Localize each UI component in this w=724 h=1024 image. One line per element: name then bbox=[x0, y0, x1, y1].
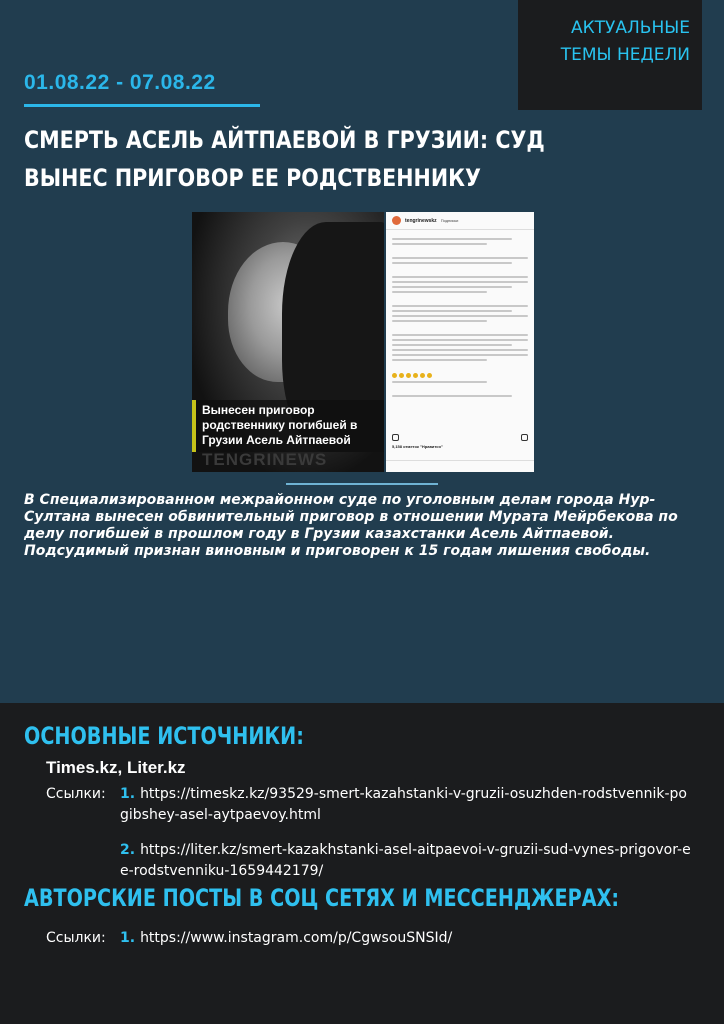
post-text-lines bbox=[386, 230, 534, 405]
heart-icon bbox=[392, 434, 399, 441]
post-likes-count: 5,158 отметок "Нравится" bbox=[392, 444, 443, 449]
photo-caption: Вынесен приговор родственнику погибшей в Грузии Асель Айтпаевой bbox=[192, 400, 384, 452]
headline: СМЕРТЬ АСЕЛЬ АЙТПАЕВОЙ В ГРУЗИИ: СУД ВЫНЕС ПРИГОВОР ЕЕ РОДСТВЕННИКУ bbox=[24, 126, 545, 192]
bookmark-icon bbox=[521, 434, 528, 441]
source-link-1[interactable] bbox=[120, 784, 695, 826]
link-url: https://www.instagram.com/p/CgwsouSNSId/ bbox=[140, 930, 453, 946]
source-names: Times.kz, Liter.kz bbox=[46, 758, 186, 777]
post-username: tengrinewskz bbox=[405, 217, 437, 224]
source-link-2[interactable] bbox=[120, 840, 695, 882]
links-label: Ссылки: bbox=[46, 930, 106, 946]
divider bbox=[286, 483, 438, 485]
post-comment-field bbox=[386, 460, 534, 472]
comment-emojis bbox=[392, 373, 528, 378]
author-post-link-1[interactable] bbox=[120, 928, 695, 949]
author-posts-heading: АВТОРСКИЕ ПОСТЫ В СОЦ СЕТЯХ И МЕССЕНДЖЕРАХ: bbox=[24, 884, 620, 912]
post-action-icons bbox=[392, 434, 528, 441]
link-url: https://liter.kz/smert-kazakhstanki-asel-aitpaevoi-v-gruzii-sud-vynes-prigovor-ee-rodstvenniku-1659442179/ bbox=[120, 842, 691, 879]
weekly-topics-badge: АКТУАЛЬНЫЕ ТЕМЫ НЕДЕЛИ bbox=[518, 0, 702, 110]
date-range: 01.08.22 - 07.08.22 bbox=[24, 71, 216, 94]
link-number: 1. bbox=[120, 930, 136, 946]
instagram-post-screenshot bbox=[386, 212, 534, 472]
link-url: https://timeskz.kz/93529-smert-kazahstanki-v-gruzii-osuzhden-rodstvennik-pogibshey-asel-aytpaevoy.html bbox=[120, 786, 687, 823]
links-label: Ссылки: bbox=[46, 786, 106, 802]
sources-heading: ОСНОВНЫЕ ИСТОЧНИКИ: bbox=[24, 722, 304, 750]
news-photo bbox=[192, 212, 384, 472]
link-number: 2. bbox=[120, 842, 136, 858]
photo-watermark: TENGRINEWS bbox=[202, 450, 328, 469]
post-follow-label: Подписки bbox=[440, 218, 459, 223]
link-number: 1. bbox=[120, 786, 136, 802]
date-underline bbox=[24, 104, 260, 107]
avatar bbox=[392, 216, 401, 225]
lead-paragraph: В Специализированном межрайонном суде по уголовным делам города Нур-Султана вынесен обвинительный приговор в отношении Мурата Мейрбекова по делу погибшей в прошлом году в Грузии казахстанки Асель Айтпаевой. Подсудимый признан виновным и приговорен к 15 годам лишения свободы. bbox=[24, 492, 678, 559]
post-header bbox=[386, 212, 534, 230]
